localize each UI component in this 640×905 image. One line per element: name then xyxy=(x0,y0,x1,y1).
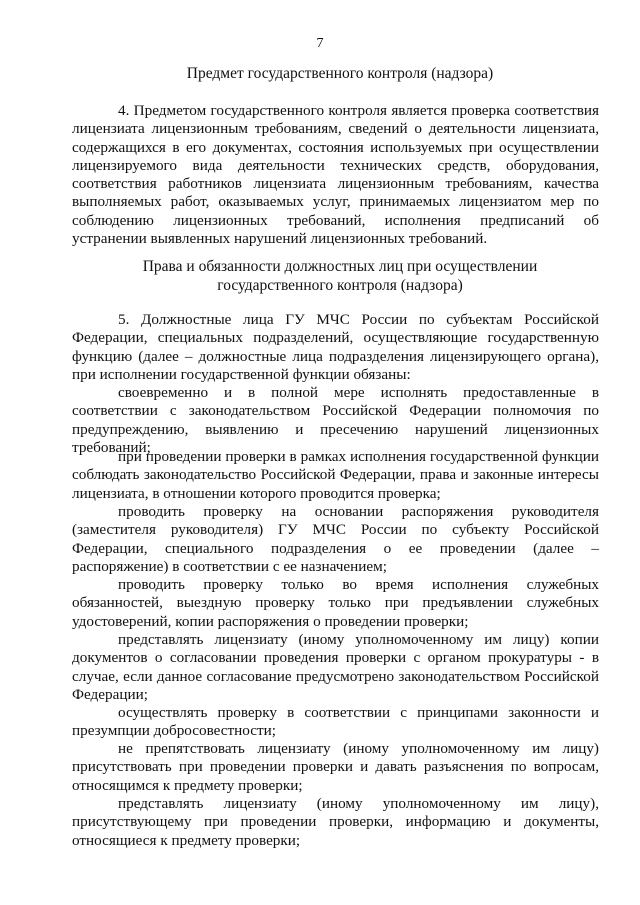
duty-item: при проведении проверки в рамках исполнения государственной функции соблюдать законодательство Российской Федерации, права и законные интересы лицензиата, в отношении которого проводится проверка; xyxy=(72,448,599,502)
duty-item: не препятствовать лицензиату (иному уполномоченному им лицу) присутствовать при проведении проверки и давать разъяснения по вопросам, относящимся к предмету проверки; xyxy=(72,740,599,794)
paragraph-5: 5. Должностные лица ГУ МЧС России по субъектам Российской Федерации, специальных подразделений, осуществляющие государственную функцию (далее – должностные лица подразделения лицензирующего органа), при исполнении государственной функции обязаны: xyxy=(72,311,599,383)
paragraph-4: 4. Предметом государственного контроля является проверка соответствия лицензиата лицензионным требованиям, сведений о деятельности лицензиата, содержащихся в его документах, состояния используемых при осуществлении лицензируемого вида деятельности технических средств, оборудования, соответствия работников лицензиата лицензионным требованиям, качества выполняемых работ, оказываемых услуг, принимаемых лицензиатом мер по соблюдению лицензионных требований, исполнения предписаний об устранении выявленных нарушений лицензионных требований. xyxy=(72,102,599,248)
section-title-rights-line2: государственного контроля (надзора) xyxy=(217,277,463,294)
duty-item: проводить проверку только во время исполнения служебных обязанностей, выездную проверку только при предъявлении служебных удостоверений, копии распоряжения о проведении проверки; xyxy=(72,576,599,630)
duty-item: своевременно и в полной мере исполнять предоставленные в соответствии с законодательством Российской Федерации полномочия по предупреждению, выявлению и пресечению нарушений лицензионных требований; xyxy=(72,384,599,456)
page-number: 7 xyxy=(316,36,324,51)
duty-item: осуществлять проверку в соответствии с принципами законности и презумпции добросовестности; xyxy=(72,704,599,740)
section-title-subject: Предмет государственного контроля (надзора) xyxy=(186,65,494,82)
duty-item: представлять лицензиату (иному уполномоченному им лицу), присутствующему при проведении проверки, информацию и документы, относящиеся к предмету проверки; xyxy=(72,795,599,849)
section-title-rights-line1: Права и обязанности должностных лиц при осуществлении xyxy=(142,258,538,275)
duty-item: проводить проверку на основании распоряжения руководителя (заместителя руководителя) ГУ МЧС России по субъекту Российской Федерации, специального подразделения о ее проведении (далее – распоряжение) в соответствии с ее назначением; xyxy=(72,503,599,575)
duty-item: представлять лицензиату (иному уполномоченному им лицу) копии документов о согласовании проведения проверки с органом прокуратуры - в случае, если данное согласование предусмотрено законодательством Российской Федерации; xyxy=(72,631,599,703)
